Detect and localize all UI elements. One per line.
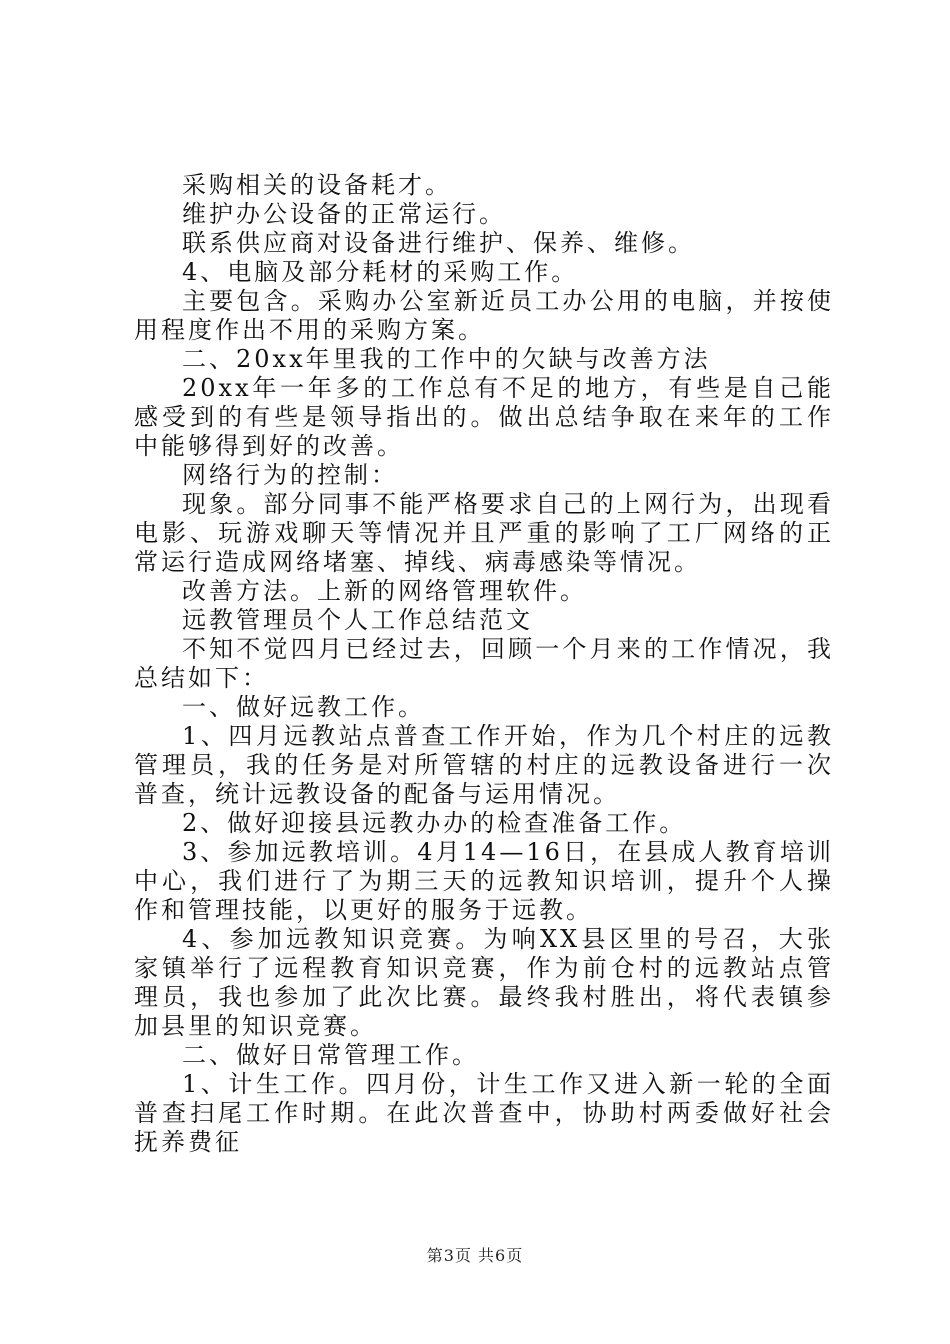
paragraph-9: 现象。部分同事不能严格要求自己的上网行为，出现看电影、玩游戏聊天等情况并且严重的影响了工厂网络的正常运行造成网络堵塞、掉线、病毒感染等情况。	[134, 490, 834, 576]
paragraph-12: 不知不觉四月已经过去，回顾一个月来的工作情况，我总结如下：	[134, 635, 834, 692]
paragraph-19: 1、计生工作。四月份，计生工作又进入新一轮的全面普查扫尾工作时期。在此次普查中，协助村两委做好社会抚养费征	[134, 1070, 834, 1156]
section-heading-2: 二、20xx年里我的工作中的欠缺与改善方法	[182, 345, 711, 373]
paragraph-16: 3、参加远教培训。4月14—16日，在县成人教育培训中心，我们进行了为期三天的远教知识培训，提升个人操作和管理技能，以更好的服务于远教。	[134, 838, 834, 924]
paragraph-1: 采购相关的设备耗才。	[182, 171, 452, 199]
paragraph-2: 维护办公设备的正常运行。	[182, 200, 506, 228]
paragraph-7: 20xx年一年多的工作总有不足的地方，有些是自己能感受到的有些是领导指出的。做出总结争取在来年的工作中能够得到好的改善。	[134, 374, 834, 460]
article-title: 远教管理员个人工作总结范文	[182, 606, 533, 634]
paragraph-14: 1、四月远教站点普查工作开始，作为几个村庄的远教管理员，我的任务是对所管辖的村庄的远教设备进行一次普查，统计远教设备的配备与运用情况。	[134, 722, 834, 808]
paragraph-10: 改善方法。上新的网络管理软件。	[182, 577, 587, 605]
paragraph-8: 网络行为的控制：	[182, 461, 398, 489]
paragraph-15: 2、做好迎接县远教办办的检查准备工作。	[182, 809, 687, 837]
paragraph-17: 4、参加远教知识竞赛。为响XX县区里的号召，大张家镇举行了远程教育知识竞赛，作为前仓村的远教站点管理员，我也参加了此次比赛。最终我村胜出，将代表镇参加县里的知识竞赛。	[134, 925, 834, 1040]
document-body	[134, 171, 834, 1157]
section-heading-1: 一、做好远教工作。	[182, 693, 425, 721]
paragraph-5: 主要包含。采购办公室新近员工办公用的电脑，并按使用程度作出不用的采购方案。	[134, 287, 834, 344]
page-footer: 第3页 共6页	[426, 1246, 524, 1265]
section-heading-daily: 二、做好日常管理工作。	[182, 1041, 479, 1069]
paragraph-3: 联系供应商对设备进行维护、保养、维修。	[182, 229, 695, 257]
paragraph-4: 4、电脑及部分耗材的采购工作。	[182, 258, 579, 286]
